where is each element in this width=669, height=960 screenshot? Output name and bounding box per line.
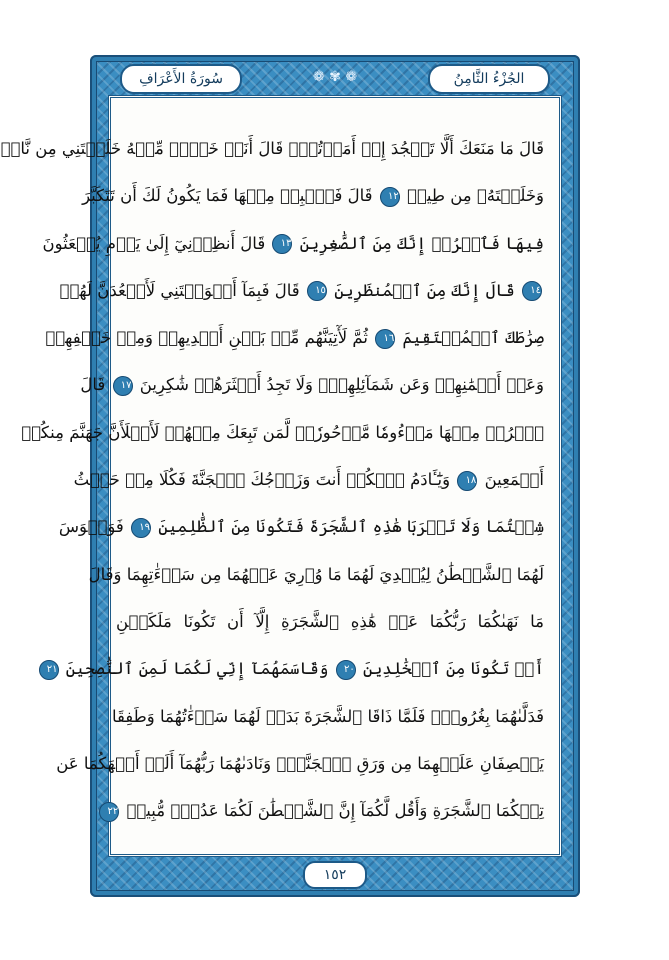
ayah-text: فِيهَا فَٱخۡرُجۡ إِنَّكَ مِنَ ٱلصَّٰغِرِينَ bbox=[299, 233, 544, 253]
ayah-number: ٢٢ bbox=[99, 802, 119, 822]
ayah-text: ٱخۡرُجۡ مِنۡهَا مَذۡءُومٗا مَّدۡحُورٗاۖ لَّمَن تَبِعَكَ مِنۡهُمۡ لَأَمۡلَأَنَّ جَهَنَّمَ مِنكُمۡ bbox=[21, 422, 544, 442]
quran-line bbox=[58, 503, 544, 550]
quran-line bbox=[45, 314, 544, 361]
ayah-number: ٢١ bbox=[39, 660, 59, 680]
ayah-number: ١٥ bbox=[307, 281, 327, 301]
ayah-text: وَيَٰٓـَٔادَمُ ٱسۡكُنۡ أَنتَ وَزَوۡجُكَ ٱلۡجَنَّةَ فَكُلَا مِنۡ حَيۡثُ bbox=[73, 470, 451, 490]
page-number: ١٥٢ bbox=[303, 861, 367, 889]
ayah-text: فَوَسۡوَسَ bbox=[58, 517, 124, 537]
ayah-number: ١٧ bbox=[113, 376, 133, 396]
ayah-text: قَالَ إِنَّكَ مِنَ ٱلۡمُنظَرِينَ bbox=[334, 280, 515, 300]
quran-line bbox=[0, 125, 544, 172]
ayah-text: يَخۡصِفَانِ عَلَيۡهِمَا مِن وَرَقِ ٱلۡجَنَّةِۖ وَنَادَىٰهُمَا رَبُّهُمَآ أَلَمۡ أَنۡهَكُمَا عَن bbox=[56, 753, 544, 773]
ayah-text: ثُمَّ لَأٓتِيَنَّهُم مِّنۢ بَيۡنِ أَيۡدِيهِمۡ وَمِنۡ خَلۡفِهِمۡ bbox=[45, 328, 368, 348]
ayah-text: وَعَنۡ أَيۡمَٰنِهِمۡ وَعَن شَمَآئِلِهِمۡۖ وَلَا تَجِدُ أَكۡثَرَهُمۡ شَٰكِرِينَ bbox=[139, 375, 544, 395]
ayah-text: وَقَاسَمَهُمَآ إِنِّي لَكُمَا لَمِنَ ٱلنَّٰصِحِينَ bbox=[65, 659, 329, 679]
quran-line bbox=[46, 645, 544, 692]
quran-text bbox=[0, 125, 544, 834]
page-frame bbox=[0, 55, 580, 897]
ayah-text: قَالَ bbox=[80, 375, 106, 395]
ayah-text: قَالَ أَنظِرۡنِيٓ إِلَىٰ يَوۡمِ يُبۡعَثُونَ bbox=[42, 233, 266, 253]
ayah-text: أَجۡمَعِينَ bbox=[484, 470, 544, 490]
quran-line bbox=[80, 361, 544, 408]
quran-line bbox=[82, 172, 544, 219]
ayah-number: ٢٠ bbox=[336, 660, 356, 680]
quran-line bbox=[107, 787, 544, 834]
quran-line bbox=[42, 220, 544, 267]
ayah-number: ١٢ bbox=[380, 187, 400, 207]
header-ornament: ❁ ✾ ❁ bbox=[312, 69, 358, 85]
quran-line bbox=[56, 740, 544, 787]
quran-line bbox=[111, 693, 544, 740]
ayah-text: لَهُمَا ٱلشَّيۡطَٰنُ لِيُبۡدِيَ لَهُمَا مَا وُۥرِيَ عَنۡهُمَا مِن سَوۡءَٰتِهِمَا وَقَالَ bbox=[88, 564, 544, 584]
quran-line bbox=[21, 409, 544, 456]
ayah-text: شِئۡتُمَا وَلَا تَقۡرَبَا هَٰذِهِ ٱلشَّجَرَةَ فَتَكُونَا مِنَ ٱلظَّٰلِمِينَ bbox=[158, 517, 544, 537]
surah-label: سُورَةُ الأَعْرَافِ bbox=[120, 64, 242, 94]
ayah-text: وَخَلَقۡتَهُۥ مِن طِينٖ bbox=[407, 186, 544, 206]
ayah-text: تِلۡكُمَا ٱلشَّجَرَةِ وَأَقُل لَّكُمَآ إِنَّ ٱلشَّيۡطَٰنَ لَكُمَا عَدُوّٞ مُّبِينٞ bbox=[126, 801, 544, 821]
ayah-number: ١٤ bbox=[522, 281, 542, 301]
ayah-text: فَدَلَّىٰهُمَا بِغُرُورٖۚ فَلَمَّا ذَاقَا ٱلشَّجَرَةَ بَدَتۡ لَهُمَا سَوۡءَٰتُهُمَا وَطَفِقَا bbox=[111, 706, 544, 726]
ayah-text: مَا نَهَىٰكُمَا رَبُّكُمَا عَنۡ هَٰذِهِ ٱلشَّجَرَةِ إِلَّآ أَن تَكُونَا مَلَكَيۡنِ bbox=[116, 611, 544, 631]
quran-line bbox=[88, 551, 544, 598]
ayah-text: قَالَ فَٱهۡبِطۡ مِنۡهَا فَمَا يَكُونُ لَكَ أَن تَتَكَبَّرَ bbox=[82, 186, 373, 206]
ayah-number: ١٩ bbox=[131, 518, 151, 538]
ayah-text: قَالَ فَبِمَآ أَغۡوَيۡتَنِي لَأَقۡعُدَنَّ لَهُمۡ bbox=[59, 280, 300, 300]
ayah-text: صِرَٰطَكَ ٱلۡمُسۡتَقِيمَ bbox=[402, 328, 544, 348]
quran-line bbox=[73, 456, 544, 503]
ayah-text: قَالَ مَا مَنَعَكَ أَلَّا تَسۡجُدَ إِذۡ أَمَرۡتُكَۖ قَالَ أَنَا۠ خَيۡرٞ مِّنۡهُ خَلَقۡتَنِي مِن نَّارٖ bbox=[0, 139, 544, 158]
ayah-number: ١٦ bbox=[375, 329, 395, 349]
quran-line bbox=[59, 267, 544, 314]
ayah-number: ١٨ bbox=[457, 471, 477, 491]
ayah-text: أَوۡ تَكُونَا مِنَ ٱلۡخَٰلِدِينَ bbox=[362, 659, 544, 679]
ayah-number: ١٣ bbox=[272, 234, 292, 254]
juz-label: الجُزْءُ الثَّامِنُ bbox=[428, 64, 550, 94]
quran-line bbox=[116, 598, 544, 645]
